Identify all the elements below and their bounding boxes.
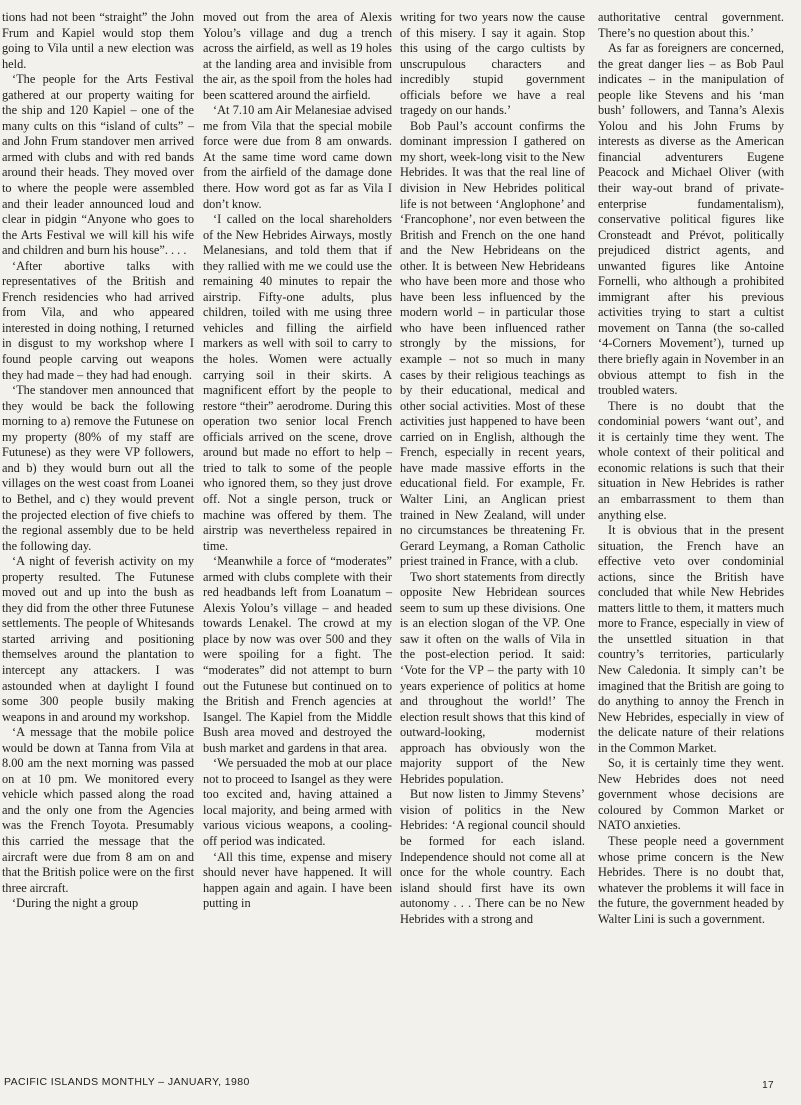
page-number: 17 xyxy=(762,1080,774,1091)
paragraph: ‘All this time, expense and misery should never have happened. It will happen again and again. I have been putting in xyxy=(203,849,392,911)
paragraph: ‘During the night a group xyxy=(12,896,139,911)
paragraph: ‘The people for the Arts Festival gathered at our property waiting for the ship and 120 Kapiel – one of the many cults on this “island of cults” – and John Frum standover men arrived armed with clubs and with red bands around their heads. They moved over to where the people were assembled and their leader announced loud and clear in pidgin “Anyone who goes to the Arts Festival we will kill his wife and children and burn his house”. . . . xyxy=(2,72,194,258)
paragraph: There is no doubt that the condominial powers ‘want out’, and it is certainly time they went. The whole context of their political and economic relations is such that their situation in New Hebrides is rather an embarrassment to them than anything else. xyxy=(598,398,784,522)
paragraph: So, it is certainly time they went. New Hebrides does not need government whose decisions are coloured by Common Market or NATO anxieties. xyxy=(598,756,784,833)
paragraph: ‘After abortive talks with representatives of the British and French residencies who had arrived from Vila, and who appeared interested in doing nothing, I returned in disgust to my workshop where I found people carving out weapons they had made – they had had enough. xyxy=(2,258,194,382)
paragraph: tions had not been “straight” the John Frum and Kapiel would stop them going to Vila until a new election was held. xyxy=(2,10,194,71)
text-column-3 xyxy=(400,10,585,927)
magazine-issue-line: PACIFIC ISLANDS MONTHLY – JANUARY, 1980 xyxy=(4,1076,250,1088)
paragraph: ‘We persuaded the mob at our place not to proceed to Isangel as they were too excited and, having attained a local majority, and being armed with various vicious weapons, a cooling-off period was indicated. xyxy=(203,756,392,848)
text-column-2 xyxy=(203,10,392,912)
paragraph: moved out from the area of Alexis Yolou’s village and dug a trench across the airfield, as well as 19 holes at the landing area and invisible from the air, as the spoil from the holes had been scattered around the airfield. xyxy=(203,10,392,102)
text-column-4 xyxy=(598,10,784,927)
paragraph: writing for two years now the cause of this misery. I say it again. Stop this using of the cargo cultists by unscrupulous characters and incredibly stupid government officials before we have a real tragedy on our hands.’ xyxy=(400,10,585,118)
paragraph: But now listen to Jimmy Stevens’ vision of politics in the New Hebrides: ‘A regional council should be formed for each island. Independence should not come all at once for the whole country. Each island should first have its own autonomy . . . There can be no New Hebrides with a strong and xyxy=(400,787,585,926)
paragraph: ‘A night of feverish activity on my property resulted. The Futunese moved out and up into the bush as they did from the other three Futunese settlements. The people of Whitesands started arriving and positioning themselves around the plantation to intercept any attackers. I was astounded when at daylight I found some 300 people busily making weapons in and around my workshop. xyxy=(2,554,194,724)
paragraph: It is obvious that in the present situation, the French have an effective veto over condominial actions, since the British have concluded that while New Hebrides matters little to them, it matters much more to France, especially in view of the unsettled situation in that country’s territories, particularly New Caledonia. It simply can’t be imagined that the British are going to do anything to annoy the French in New Hebrides, especially in view of the delicate nature of their relations in the Common Market. xyxy=(598,523,784,755)
paragraph: authoritative central government. There’s no question about this.’ xyxy=(598,10,784,40)
paragraph: ‘A message that the mobile police would be down at Tanna from Vila at 8.00 am the next morning was passed on at 10 pm. We monitored every vehicle which passed along the road and the only one from the Agencies was the French Toyota. Presumably this carried the message that the aircraft were due from 8 am on and that the British police were on the first three aircraft. xyxy=(2,725,194,895)
paragraph: As far as foreigners are concerned, the great danger lies – as Bob Paul indicates – in the manipulation of people like Stevens and his ‘man bush’ followers, and Tanna’s Alexis Yolou and his John Frums by interests as diverse as the American financial adventurers Eugene Peacock and Michael Oliver (with their way-out brand of private-enterprise fundamentalism), conservative political figures like Cronsteadt and Prévot, politically prejudiced district agents, and unwanted figures like Antoine Fornelli, who although a prohibited immigrant after his previous activities trying to start a cultist movement on Tanna (the so-called ‘4-Corners Movement’), turned up there briefly again in November in an obvious attempt to fish in the troubled waters. xyxy=(598,41,784,398)
paragraph: ‘I called on the local shareholders of the New Hebrides Airways, mostly Melanesians, and told them that if they rallied with me we could use the remaining 40 minutes to repair the airstrip. Fifty-one adults, plus children, toiled with me using three vehicles and filling the airfield markers as well with soil to carry to the holes. Women were actually carrying soil in their skirts. A magnificent effort by the people to restore “their” aerodrome. During this operation two senior local French officials arrived on the scene, drove around but made no effort to help – tried to talk to some of the people who ignored them, so they just drove off. Not a single person, truck or machine was offered by them. The airstrip was nevertheless repaired in time. xyxy=(203,212,392,553)
paragraph: These people need a government whose prime concern is the New Hebrides. There is no doubt that, whatever the problems it will face in the future, the government headed by Walter Lini is such a government. xyxy=(598,833,784,926)
paragraph: Two short statements from directly opposite New Hebridean sources seem to sum up these divisions. One is an election slogan of the VP. One saw it often on the walls of Vila in the post-election period. It said: ‘Vote for the VP – the party with 10 years experience of politics at home and throughout the world!’ The election result shows that this kind of outward-looking, modernist approach has obviously won the majority support of the New Hebrides population. xyxy=(400,569,585,786)
paragraph: ‘Meanwhile a force of “moderates” armed with clubs complete with their red headbands left from Loanatum – Alexis Yolou’s village – and headed towards Lenakel. The crowd at my place by now was over 500 and they were spoiling for a fight. The “moderates” did not attempt to burn out the Futunese but continued on to the British and French agencies at Isangel. The Kapiel from the Middle Bush area moved and destroyed the bush market and gardens in that area. xyxy=(203,554,392,755)
text-column-1 xyxy=(2,10,194,912)
paragraph: ‘At 7.10 am Air Melanesiae advised me from Vila that the special mobile force were due from 8 am onwards. At the same time word came down from the airfield of the damage done there. How word got as far as Vila I don’t know. xyxy=(203,103,392,211)
paragraph: Bob Paul’s account confirms the dominant impression I gathered on my short, week-long visit to the New Hebrides. It was that the real line of division in New Hebrides political life is not between ‘Anglophone’ and ‘Francophone’, nor even between the British and French on the one hand and the New Hebrideans on the other. It is between New Hebrideans who have been more and those who have been less influenced by the modern world – in particular those who have been influenced rather strongly by the missions, for example – not so much in many cases by their religious teachings as by their educational, medical and other social activities. Most of these activities just happened to have been carried on in English, although the French, especially in recent years, have made massive efforts in the educational field. For example, Fr. Walter Lini, an Anglican priest trained in New Zealand, will under no circumstances be threatening Fr. Gerard Leymang, a Roman Catholic priest trained in France, with a club. xyxy=(400,118,585,569)
paragraph: ‘The standover men announced that they would be back the following morning to a) remove the Futunese on my property (80% of my staff are Futunese) as they were VP followers, and b) they would burn out all the villages on the west coast from Loanei to Bethel, and c) they would prevent the projected election of five chiefs to the regional assembly due to be held the following day. xyxy=(2,383,194,553)
